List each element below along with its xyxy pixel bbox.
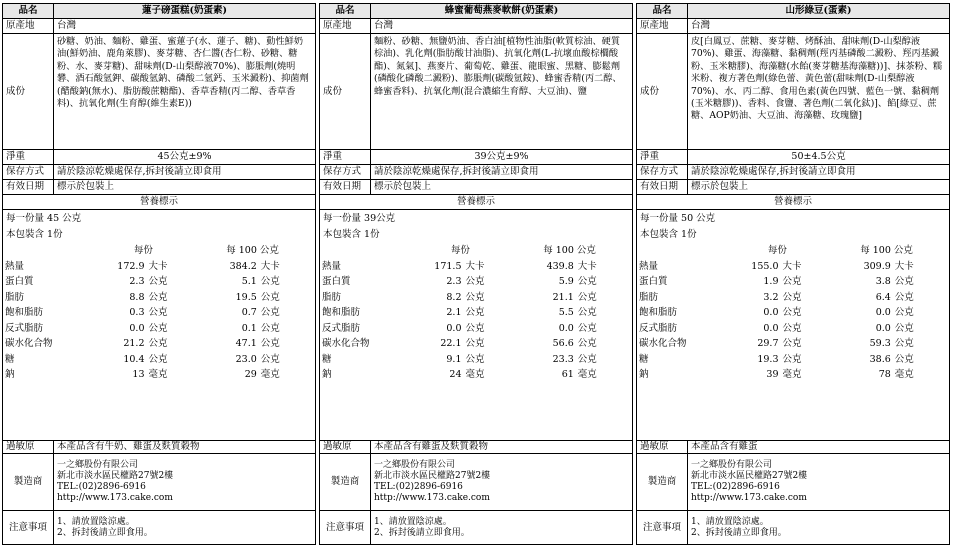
maker-address: 新北市淡水區民權路27號2樓 bbox=[57, 471, 174, 481]
nutrition-table bbox=[637, 243, 949, 383]
serving-unit: 公克 bbox=[148, 307, 168, 318]
nutrition-row bbox=[320, 352, 632, 368]
name-label: 品名 bbox=[3, 4, 54, 19]
per100-unit: 公克 bbox=[577, 353, 597, 365]
per100-unit: 公克 bbox=[894, 276, 914, 287]
per100-value: 56.6 bbox=[552, 338, 574, 349]
per100-value: 29 bbox=[244, 369, 257, 380]
serving-value: 0.3 bbox=[129, 307, 145, 318]
storage-value: 請於陰涼乾燥處保存,拆封後請立即食用 bbox=[54, 165, 316, 180]
nutrition-row bbox=[3, 367, 315, 383]
ingredients-label: 成份 bbox=[3, 34, 54, 150]
serving-value: 13 bbox=[132, 369, 145, 380]
serving-unit: 公克 bbox=[465, 353, 485, 365]
notice-line-1: 1、請放置陰涼處。 bbox=[57, 516, 135, 527]
nutrient-name: 糖 bbox=[639, 353, 649, 365]
per100-value: 19.5 bbox=[235, 291, 257, 303]
per100-unit: 公克 bbox=[260, 276, 280, 287]
product-label-2 bbox=[636, 3, 950, 538]
serving-column-header: 每份 bbox=[133, 245, 153, 256]
nutrition-row bbox=[320, 290, 632, 306]
nutrition-row bbox=[637, 305, 949, 321]
per100-column-header: 每 100 公克 bbox=[543, 245, 596, 256]
servings-per-package: 本包裝含 1份 bbox=[6, 229, 63, 240]
serving-value: 8.2 bbox=[446, 291, 462, 303]
nutrient-name: 鈉 bbox=[639, 369, 649, 380]
nutrient-name: 鈉 bbox=[5, 369, 15, 380]
serving-value: 172.9 bbox=[117, 260, 145, 272]
nutrition-title: 營養標示 bbox=[320, 195, 633, 210]
nutrition-row bbox=[3, 305, 315, 321]
nutrient-name: 碳水化合物 bbox=[322, 338, 370, 349]
per100-unit: 公克 bbox=[260, 291, 280, 303]
nutrition-table bbox=[320, 243, 632, 383]
nutrition-row bbox=[320, 336, 632, 352]
serving-unit: 公克 bbox=[782, 276, 802, 287]
nutrient-name: 糖 bbox=[322, 353, 332, 365]
allergen-value: 本產品含有雞蛋及麩質穀物 bbox=[371, 441, 633, 454]
nutrient-name: 反式脂肪 bbox=[639, 322, 678, 334]
nutrition-row bbox=[3, 352, 315, 368]
serving-unit: 公克 bbox=[148, 291, 168, 303]
nutrition-row bbox=[637, 290, 949, 306]
serving-value: 21.2 bbox=[123, 338, 145, 349]
nutrition-row bbox=[320, 274, 632, 290]
nutrient-name: 熱量 bbox=[322, 260, 342, 272]
nutrition-row bbox=[637, 321, 949, 337]
nutrition-title: 營養標示 bbox=[3, 195, 316, 210]
allergen-label: 過敏原 bbox=[637, 441, 688, 454]
per100-unit: 毫克 bbox=[577, 369, 597, 380]
serving-unit: 毫克 bbox=[148, 369, 168, 380]
per100-value: 0.0 bbox=[558, 322, 574, 334]
serving-unit: 公克 bbox=[148, 353, 168, 365]
per100-unit: 毫克 bbox=[894, 369, 914, 380]
maker-info bbox=[688, 454, 950, 511]
serving-size: 每一份量 50 公克 bbox=[640, 213, 716, 224]
maker-address: 新北市淡水區民權路27號2樓 bbox=[691, 471, 808, 481]
serving-unit: 大卡 bbox=[782, 260, 802, 272]
storage-label: 保存方式 bbox=[320, 165, 371, 180]
nutrient-name: 熱量 bbox=[639, 260, 659, 272]
serving-unit: 毫克 bbox=[782, 369, 802, 380]
per100-value: 0.1 bbox=[241, 322, 257, 334]
per100-value: 23.3 bbox=[552, 353, 574, 365]
notice-label: 注意事項 bbox=[320, 511, 371, 545]
storage-value: 請於陰涼乾燥處保存,拆封後請立即食用 bbox=[688, 165, 950, 180]
per100-value: 5.1 bbox=[241, 276, 257, 287]
maker-website: http://www.173.cake.com bbox=[374, 493, 490, 503]
maker-info bbox=[54, 454, 316, 511]
per100-unit: 公克 bbox=[260, 353, 280, 365]
origin-value: 台灣 bbox=[688, 19, 950, 34]
nutrition-row bbox=[3, 259, 315, 275]
nutrient-name: 反式脂肪 bbox=[322, 322, 361, 334]
expiry-label: 有效日期 bbox=[637, 180, 688, 195]
name-label: 品名 bbox=[320, 4, 371, 19]
serving-value: 171.5 bbox=[434, 260, 462, 272]
serving-value: 3.2 bbox=[763, 291, 779, 303]
net-weight-label: 淨重 bbox=[320, 150, 371, 165]
product-label-table bbox=[636, 3, 950, 545]
nutrient-name: 脂肪 bbox=[322, 291, 342, 303]
serving-unit: 大卡 bbox=[465, 260, 485, 272]
net-weight-value: 39公克±9% bbox=[371, 150, 633, 165]
storage-label: 保存方式 bbox=[3, 165, 54, 180]
per100-value: 61 bbox=[561, 369, 574, 380]
serving-unit: 公克 bbox=[782, 338, 802, 349]
serving-value: 2.1 bbox=[446, 307, 462, 318]
serving-value: 19.3 bbox=[757, 353, 779, 365]
nutrient-name: 蛋白質 bbox=[639, 276, 668, 287]
notice-value bbox=[54, 511, 316, 545]
serving-value: 1.9 bbox=[763, 276, 779, 287]
per100-value: 0.0 bbox=[875, 307, 891, 318]
serving-unit: 公克 bbox=[148, 322, 168, 334]
allergen-label: 過敏原 bbox=[320, 441, 371, 454]
nutrition-facts bbox=[3, 210, 316, 441]
nutrition-table bbox=[3, 243, 315, 383]
origin-label: 原產地 bbox=[637, 19, 688, 34]
maker-label: 製造商 bbox=[320, 454, 371, 511]
serving-unit: 大卡 bbox=[148, 260, 168, 272]
notice-line-2: 2、拆封後請立即食用。 bbox=[374, 527, 470, 538]
product-label-table bbox=[2, 3, 316, 545]
per100-unit: 公克 bbox=[577, 291, 597, 303]
serving-unit: 毫克 bbox=[465, 369, 485, 380]
origin-value: 台灣 bbox=[371, 19, 633, 34]
per100-value: 78 bbox=[878, 369, 891, 380]
serving-value: 22.1 bbox=[440, 338, 462, 349]
ingredients-value: 麵粉、砂糖、無鹽奶油、香白油[植物性油脂(軟質棕油、硬質棕油)、乳化劑(脂肪酸甘油脂)、抗氧化劑(L-抗壞血酸棕櫚酸酯)、氮氣]、燕麥片、葡萄乾、雞蛋、龍眼蜜、黑糖、膨鬆劑(磷酸化磷酸二澱粉)、膨脹劑(碳酸氫銨)、蜂蜜香精(丙二醇、蜂蜜香料)、抗氧化劑(混合濃縮生育醇、大豆油)、鹽 bbox=[371, 34, 633, 150]
per100-value: 47.1 bbox=[235, 338, 257, 349]
serving-column-header: 每份 bbox=[767, 245, 787, 256]
serving-unit: 公克 bbox=[148, 276, 168, 287]
maker-company: 一之鄉股份有限公司 bbox=[374, 460, 456, 470]
per100-value: 5.5 bbox=[558, 307, 574, 318]
nutrient-name: 飽和脂肪 bbox=[322, 307, 361, 318]
per100-unit: 大卡 bbox=[894, 260, 914, 272]
notice-line-1: 1、請放置陰涼處。 bbox=[374, 516, 452, 527]
serving-value: 8.8 bbox=[129, 291, 145, 303]
expiry-label: 有效日期 bbox=[320, 180, 371, 195]
nutrition-row bbox=[320, 305, 632, 321]
per100-value: 6.4 bbox=[875, 291, 891, 303]
per100-value: 38.6 bbox=[869, 353, 891, 365]
net-weight-value: 50±4.5公克 bbox=[688, 150, 950, 165]
product-name: 山形綠豆(蛋素) bbox=[688, 4, 950, 19]
nutrient-name: 碳水化合物 bbox=[5, 338, 53, 349]
serving-unit: 公克 bbox=[782, 322, 802, 334]
serving-size: 每一份量 45 公克 bbox=[6, 213, 82, 224]
maker-company: 一之鄉股份有限公司 bbox=[691, 460, 773, 470]
serving-unit: 公克 bbox=[465, 338, 485, 349]
maker-phone: TEL:(02)2896-6916 bbox=[374, 482, 463, 492]
serving-value: 10.4 bbox=[123, 353, 145, 365]
expiry-value: 標示於包裝上 bbox=[54, 180, 316, 195]
maker-website: http://www.173.cake.com bbox=[57, 493, 173, 503]
per100-value: 384.2 bbox=[229, 260, 257, 272]
nutrition-title: 營養標示 bbox=[637, 195, 950, 210]
serving-unit: 公克 bbox=[465, 276, 485, 287]
per100-unit: 大卡 bbox=[577, 260, 597, 272]
serving-value: 0.0 bbox=[763, 322, 779, 334]
per100-value: 21.1 bbox=[552, 291, 574, 303]
allergen-label: 過敏原 bbox=[3, 441, 54, 454]
product-label-table bbox=[319, 3, 633, 545]
net-weight-label: 淨重 bbox=[637, 150, 688, 165]
nutrient-name: 飽和脂肪 bbox=[639, 307, 678, 318]
nutrient-name: 飽和脂肪 bbox=[5, 307, 44, 318]
serving-unit: 公克 bbox=[782, 353, 802, 365]
per100-value: 3.8 bbox=[875, 276, 891, 287]
nutrient-name: 反式脂肪 bbox=[5, 322, 44, 334]
notice-line-1: 1、請放置陰涼處。 bbox=[691, 516, 769, 527]
per100-value: 5.9 bbox=[558, 276, 574, 287]
nutrition-row bbox=[637, 259, 949, 275]
serving-unit: 公克 bbox=[465, 322, 485, 334]
nutrition-facts bbox=[320, 210, 633, 441]
serving-value: 0.0 bbox=[129, 322, 145, 334]
serving-value: 24 bbox=[449, 369, 462, 380]
nutrient-name: 熱量 bbox=[5, 260, 25, 272]
maker-address: 新北市淡水區民權路27號2樓 bbox=[374, 471, 491, 481]
serving-value: 2.3 bbox=[446, 276, 462, 287]
servings-per-package: 本包裝含 1份 bbox=[323, 229, 380, 240]
notice-line-2: 2、拆封後請立即食用。 bbox=[57, 527, 153, 538]
per100-value: 0.0 bbox=[875, 322, 891, 334]
per100-unit: 公克 bbox=[577, 338, 597, 349]
per100-unit: 公克 bbox=[894, 291, 914, 303]
nutrition-row bbox=[320, 321, 632, 337]
notice-value bbox=[688, 511, 950, 545]
serving-value: 0.0 bbox=[763, 307, 779, 318]
per100-unit: 公克 bbox=[894, 338, 914, 349]
serving-unit: 公克 bbox=[782, 291, 802, 303]
maker-website: http://www.173.cake.com bbox=[691, 493, 807, 503]
expiry-value: 標示於包裝上 bbox=[688, 180, 950, 195]
maker-label: 製造商 bbox=[637, 454, 688, 511]
per100-value: 309.9 bbox=[863, 260, 891, 272]
product-name: 蓮子磅蛋糕(奶蛋素) bbox=[54, 4, 316, 19]
allergen-value: 本產品含有牛奶、雞蛋及麩質穀物 bbox=[54, 441, 316, 454]
notice-label: 注意事項 bbox=[637, 511, 688, 545]
nutrient-name: 鈉 bbox=[322, 369, 332, 380]
per100-value: 59.3 bbox=[869, 338, 891, 349]
nutrition-facts bbox=[637, 210, 950, 441]
notice-label: 注意事項 bbox=[3, 511, 54, 545]
per100-column-header: 每 100 公克 bbox=[226, 245, 279, 256]
nutrition-row bbox=[3, 336, 315, 352]
serving-value: 39 bbox=[766, 369, 779, 380]
nutrient-name: 蛋白質 bbox=[322, 276, 351, 287]
ingredients-value: 砂糖、奶油、麵粉、雞蛋、蜜蓮子(水、蓮子、糖)、動性鮮奶油(鮮奶油、鹿角萊膠)、麥芽糖、杏仁醬(杏仁粉、砂糖、糖粉、水、麥芽糖)、甜味劑(D-山梨醇液70%)、膨脹劑(燒明礬、酒石酸氫鉀、碳酸氫鈉、磷酸二氫鈣、玉米澱粉)、抑菌劑(醋酸鈉(無水)、脂肪酸蔗糖酯)、香草香精(丙二醇、香草香料)、抗氧化劑(生育醇(維生素E)) bbox=[54, 34, 316, 150]
origin-label: 原產地 bbox=[3, 19, 54, 34]
storage-label: 保存方式 bbox=[637, 165, 688, 180]
serving-value: 2.3 bbox=[129, 276, 145, 287]
nutrition-row bbox=[637, 336, 949, 352]
serving-value: 29.7 bbox=[757, 338, 779, 349]
product-label-0 bbox=[2, 3, 316, 538]
per100-unit: 公克 bbox=[260, 338, 280, 349]
net-weight-label: 淨重 bbox=[3, 150, 54, 165]
per100-unit: 大卡 bbox=[260, 260, 280, 272]
per100-unit: 公克 bbox=[577, 322, 597, 334]
expiry-value: 標示於包裝上 bbox=[371, 180, 633, 195]
storage-value: 請於陰涼乾燥處保存,拆封後請立即食用 bbox=[371, 165, 633, 180]
nutrition-row bbox=[3, 274, 315, 290]
notice-value bbox=[371, 511, 633, 545]
maker-phone: TEL:(02)2896-6916 bbox=[691, 482, 780, 492]
notice-line-2: 2、拆封後請立即食用。 bbox=[691, 527, 787, 538]
nutrition-row bbox=[3, 321, 315, 337]
net-weight-value: 45公克±9% bbox=[54, 150, 316, 165]
per100-unit: 公克 bbox=[260, 322, 280, 334]
serving-unit: 公克 bbox=[782, 307, 802, 318]
serving-value: 9.1 bbox=[446, 353, 462, 365]
nutrition-row bbox=[637, 352, 949, 368]
serving-unit: 公克 bbox=[465, 307, 485, 318]
serving-unit: 公克 bbox=[465, 291, 485, 303]
maker-label: 製造商 bbox=[3, 454, 54, 511]
nutrient-name: 糖 bbox=[5, 353, 15, 365]
nutrition-row bbox=[637, 274, 949, 290]
product-name: 蜂蜜葡萄燕麥軟餅(奶蛋素) bbox=[371, 4, 633, 19]
serving-value: 155.0 bbox=[751, 260, 779, 272]
per100-unit: 公克 bbox=[894, 322, 914, 334]
per100-unit: 公克 bbox=[260, 307, 280, 318]
servings-per-package: 本包裝含 1份 bbox=[640, 229, 697, 240]
per100-unit: 公克 bbox=[894, 307, 914, 318]
name-label: 品名 bbox=[637, 4, 688, 19]
nutrient-name: 碳水化合物 bbox=[639, 338, 687, 349]
per100-value: 439.8 bbox=[546, 260, 574, 272]
per100-value: 0.7 bbox=[241, 307, 257, 318]
maker-company: 一之鄉股份有限公司 bbox=[57, 460, 139, 470]
nutrient-name: 脂肪 bbox=[5, 291, 25, 303]
serving-size: 每一份量 39公克 bbox=[323, 213, 396, 224]
serving-value: 0.0 bbox=[446, 322, 462, 334]
expiry-label: 有效日期 bbox=[3, 180, 54, 195]
per100-unit: 公克 bbox=[577, 276, 597, 287]
serving-column-header: 每份 bbox=[450, 245, 470, 256]
origin-value: 台灣 bbox=[54, 19, 316, 34]
per100-unit: 公克 bbox=[577, 307, 597, 318]
nutrition-row bbox=[637, 367, 949, 383]
per100-unit: 毫克 bbox=[260, 369, 280, 380]
per100-column-header: 每 100 公克 bbox=[860, 245, 913, 256]
ingredients-value: 皮[白鳳豆、蔗糖、麥芽糖、烤酥油、甜味劑(D-山梨醇液70%)、雞蛋、海藻糖、黏稠劑(羥丙基磷酸二澱粉、羥丙基澱粉、玉米糖膠)、海藻糖(水飴(麥芽糖基海藻糖))]、抹茶粉、糯米粉、複方著色劑(綠色蕾、黃色蕾(甜味劑(D-山梨醇液70%)、水、丙二醇、食用色素(黃色四號、藍色一號、黏稠劑(玉米糖膠))、香料、食鹽、著色劑(二氧化鈦)]、餡[綠豆、蔗糖、AOP奶油、大豆油、海藻糖、玫瑰鹽] bbox=[688, 34, 950, 150]
per100-unit: 公克 bbox=[894, 353, 914, 365]
nutrition-row bbox=[3, 290, 315, 306]
nutrition-row bbox=[320, 367, 632, 383]
serving-unit: 公克 bbox=[148, 338, 168, 349]
per100-value: 23.0 bbox=[235, 353, 257, 365]
nutrition-row bbox=[320, 259, 632, 275]
origin-label: 原產地 bbox=[320, 19, 371, 34]
allergen-value: 本產品含有雞蛋 bbox=[688, 441, 950, 454]
ingredients-label: 成份 bbox=[637, 34, 688, 150]
nutrient-name: 脂肪 bbox=[639, 291, 659, 303]
nutrient-name: 蛋白質 bbox=[5, 276, 34, 287]
product-label-1 bbox=[319, 3, 633, 538]
ingredients-label: 成份 bbox=[320, 34, 371, 150]
maker-info bbox=[371, 454, 633, 511]
maker-phone: TEL:(02)2896-6916 bbox=[57, 482, 146, 492]
